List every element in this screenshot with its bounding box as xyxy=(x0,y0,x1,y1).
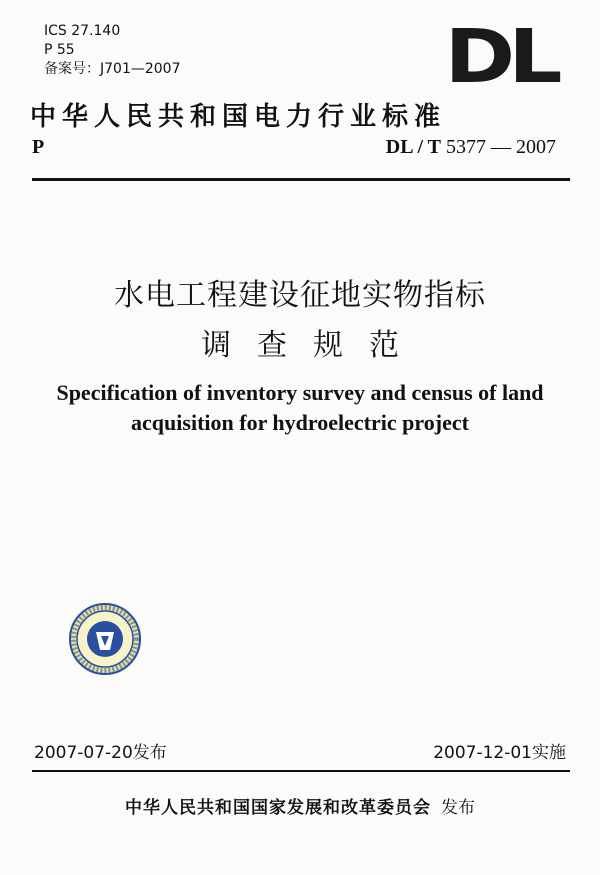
title-en xyxy=(40,378,560,438)
title-cn-line1: 水电工程建设征地实物指标 xyxy=(114,278,486,313)
footer-divider xyxy=(32,770,570,772)
dl-logo: DL xyxy=(444,14,556,100)
title-en-line1: Specification of inventory survey and census of land xyxy=(56,380,544,405)
header-divider xyxy=(32,178,570,181)
effective-date: 2007-12-01实施 xyxy=(433,743,566,763)
category-code: P xyxy=(32,136,45,158)
standard-code-number: 5377 — 2007 xyxy=(446,136,556,158)
classification-block xyxy=(44,22,180,79)
p-code: P 55 xyxy=(44,42,75,58)
publish-date: 2007-07-20发布 xyxy=(34,743,167,763)
title-cn-line2: 调查规范 xyxy=(201,328,425,363)
ics-code: ICS 27.140 xyxy=(44,23,121,39)
issuer xyxy=(0,793,600,818)
record-number: 备案号：J701—2007 xyxy=(44,61,181,77)
issuer-name: 中华人民共和国国家发展和改革委员会 xyxy=(125,798,431,818)
title-en-line2: acquisition for hydroelectric project xyxy=(131,410,469,435)
standard-title: 中华人民共和国电力行业标准 xyxy=(30,102,447,132)
issuer-suffix: 发布 xyxy=(441,798,475,818)
publisher-seal-icon xyxy=(68,602,142,676)
standard-code xyxy=(386,136,556,159)
standard-code-prefix: DL / T xyxy=(385,136,441,158)
